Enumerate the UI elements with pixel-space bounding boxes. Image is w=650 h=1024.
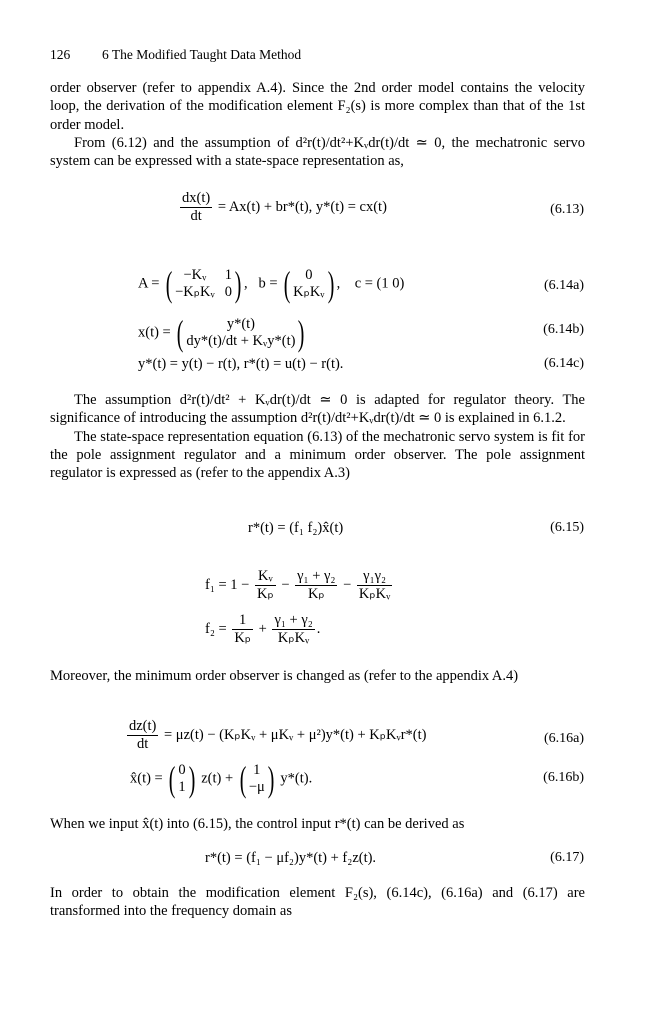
f1-t1-num: Kᵥ <box>255 568 276 586</box>
equation-6-17: r*(t) = (f₁ − μf₂)y*(t) + f₂z(t). <box>205 850 377 866</box>
paragraph-7-text: In order to obtain the modification element F₂(s), (6.14c), (6.16a) and (6.17) are transformed into the frequency domain as <box>50 885 585 920</box>
eq614a-label-a: A = <box>138 275 160 292</box>
paragraph-7 <box>50 884 585 921</box>
eq616a-lhs-den: dt <box>137 736 149 752</box>
paragraph-6-text: When we input x̂(t) into (6.15), the control input r*(t) can be derived as <box>50 816 465 832</box>
f2-t1-den: Kₚ <box>234 630 251 646</box>
equation-6-15: r*(t) = (f₁ f₂)x̂(t) <box>248 520 344 536</box>
equation-f1: f₁ = 1 − $\frac{\text{Kᵥ}}{\text{Kₚ}}$ − $\frac{\text{γ₁ + γ₂}}{\text{Kₚ}}$ − $\frac{\text{γ₁γ₂}}{\text{KₚKᵥ}}$ <box>205 568 391 602</box>
f1-t2-den: Kₚ <box>307 586 325 602</box>
eq615-number: (6.15) <box>550 520 584 535</box>
eq613-lhs-den: dt <box>190 208 202 224</box>
f1-t3-den: KₚKᵥ <box>358 586 391 602</box>
paragraph-2-text: From (6.12) and the assumption of d²r(t)/dt²+Kᵥdr(t)/dt ≃ 0, the mechatronic servo system can be expressed with a state-space representation as, <box>50 134 585 170</box>
equation-6-14b: x(t) = ( y*(t) dy*(t)/dt + Kᵥy*(t) ) <box>138 313 305 353</box>
eq616b-end: y*(t). <box>280 770 313 787</box>
running-title: 6 The Modified Taught Data Method <box>102 47 302 62</box>
paragraph-1-text: order observer (refer to appendix A.4). Since the 2nd order model contains the velocity loop, the derivation of the modification element F₂(s) is more complex than that of the 1st order model. <box>50 80 585 133</box>
A21: −KₚKᵥ <box>175 284 215 300</box>
f2-t2-num: γ₁ + γ₂ <box>274 612 313 628</box>
eq616b-v1a: 0 <box>178 762 186 778</box>
eq614a-number: (6.14a) <box>543 278 584 293</box>
f1-t3-num: γ₁γ₂ <box>357 568 392 586</box>
eq616b-v1b: 1 <box>178 779 186 795</box>
A11: −Kᵥ <box>183 267 207 283</box>
paragraph-3-text: The assumption d²r(t)/dt² + Kᵥdr(t)/dt ≃ 0 is adapted for regulator theory. The significance of introducing the assumption d²r(t)/dt²+Kᵥdr(t)/dt ≃ 0 is explained in 6.1.2. <box>50 392 585 427</box>
eq614a-c: c = (1 0) <box>354 275 405 292</box>
paragraph-6 <box>50 815 585 833</box>
eq613-rhs: = Ax(t) + br*(t), y*(t) = cx(t) <box>217 198 387 215</box>
b1: 0 <box>305 267 313 283</box>
eq617-number: (6.17) <box>550 850 584 865</box>
equation-6-16b: x̂(t) = ( 0 1 ) z(t) + ( 1 −μ ) y*(t). <box>130 759 313 799</box>
eq616a-rhs: = μz(t) − (KₚKᵥ + μKᵥ + μ²)y*(t) + KₚKᵥr*(t) <box>164 726 427 743</box>
equation-f2: f₂ = $\frac{1}{\text{Kₚ}}$ + $\frac{\text{γ₁ + γ₂}}{\text{KₚKᵥ}}$ . <box>205 612 321 646</box>
eq614b-row2: dy*(t)/dt + Kᵥy*(t) <box>186 333 296 349</box>
equation-6-14c: y*(t) = y(t) − r(t), r*(t) = u(t) − r(t). <box>138 356 344 372</box>
paragraph-3 <box>50 391 585 482</box>
eq614a-label-b: b = <box>258 275 278 292</box>
eq616a-lhs-num: dz(t) <box>129 718 157 734</box>
equation-6-14a: A = ( −Kᵥ 1 −KₚKᵥ 0 ) , b = ( 0 KₚKᵥ ) , c = (1 0) <box>138 264 405 304</box>
eq613-lhs-num: dx(t) <box>182 190 211 206</box>
eq616a-number: (6.16a) <box>543 731 584 746</box>
f2-t2-den: KₚKᵥ <box>277 630 310 646</box>
equation-6-13 <box>178 190 387 225</box>
paragraph-5-text: Moreover, the minimum order observer is changed as (refer to the appendix A.4) <box>50 668 519 684</box>
eq616b-v2a: 1 <box>253 762 261 778</box>
A12: 1 <box>224 267 232 283</box>
paragraph-1 <box>50 79 585 170</box>
f1-t1-den: Kₚ <box>257 586 274 602</box>
b2: KₚKᵥ <box>293 284 325 300</box>
A22: 0 <box>224 284 232 300</box>
paragraph-5 <box>50 667 585 685</box>
eq616b-mid: z(t) + <box>201 770 234 787</box>
eq614b-number: (6.14b) <box>543 322 584 337</box>
f1-lhs: f₁ = 1 − <box>205 576 250 593</box>
eq616b-number: (6.16b) <box>543 770 584 785</box>
eq616b-v2b: −μ <box>248 779 265 795</box>
f2-lhs: f₂ = <box>205 620 227 637</box>
page-header <box>50 47 301 63</box>
eq614c-number: (6.14c) <box>543 356 584 371</box>
eq614b-row1: y*(t) <box>226 316 256 332</box>
eq613-number: (6.13) <box>550 202 584 217</box>
eq616b-label: x̂(t) = <box>130 770 163 787</box>
page-number: 126 <box>50 47 71 62</box>
paragraph-4-text: The state-space representation equation (6.13) of the mechatronic servo system is fit for the pole assignment regulator and a minimum order observer. The pole assignment regulator is expressed as (refer to the appendix A.3) <box>50 428 585 482</box>
eq614b-label: x(t) = <box>138 324 171 341</box>
f1-t2-num: γ₁ + γ₂ <box>297 568 336 584</box>
f2-t1-num: 1 <box>232 612 253 630</box>
equation-6-16a <box>125 718 426 753</box>
